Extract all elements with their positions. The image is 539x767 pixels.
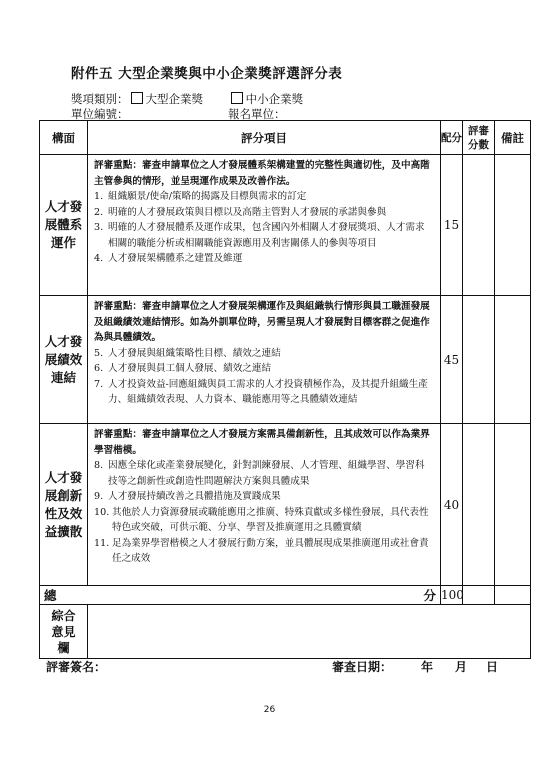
award-category-row [71,91,303,107]
review-focus-2: 評審重點：審查申請單位之人才發展架構運作及與組織執行情形與員工職涯發展及組織績效連結情形。如為外訓單位時，另需呈現人才發展對目標客群之促進作為與具體績效。 [94,301,430,343]
sme-checkbox[interactable] [231,92,243,104]
review-date-label: 審查日期： [332,660,393,674]
total-label-left: 總 [44,588,57,603]
weight-cell-2: 45 [441,296,463,424]
total-note-input[interactable] [495,586,531,605]
total-label [40,586,441,605]
total-score-input[interactable] [463,586,495,605]
section-row-2 [40,296,531,424]
review-focus-3: 評審重點：審查申請單位之人才發展方案需具備創新性，且其成效可以作為業界學習楷模。 [94,429,430,456]
weight-cell-3: 40 [441,424,463,586]
header-items: 評分項目 [88,121,441,155]
note-input-3[interactable] [495,424,531,586]
list-item: 1. 組織願景/使命/策略的揭露及目標與需求的訂定 [94,191,307,202]
note-input-1[interactable] [495,155,531,296]
section-row-1 [40,155,531,296]
large-enterprise-option: 大型企業獎 [145,92,203,106]
list-item: 2. 明確的人才發展政策與目標以及高階主管對人才發展的承諾與參與 [94,206,387,218]
form-title: 附件五 大型企業獎與中小企業獎評選評分表 [71,66,343,82]
comment-input[interactable] [88,605,531,659]
section-content-1 [88,155,441,296]
header-note: 備註 [495,121,531,155]
list-item: 3. 明確的人才發展體系及運作成果，包含國內外相關人才發展獎項、人才需求相關的職能分析或相關職能資源應用及利害關係人的參與等項目 [94,222,425,249]
header-dimension: 構面 [40,121,88,155]
date-day: 日 [486,660,499,674]
award-category-label: 獎項類別： [71,92,129,106]
score-input-1[interactable] [463,155,495,296]
review-focus-1: 評審重點：審查申請單位之人才發展體系架構建置的完整性與適切性，及中高階主管參與的情形，並呈現運作成果及改善作法。 [94,160,430,187]
comment-label: 綜合意見欄 [40,605,88,659]
header-score: 評審分數 [463,121,495,155]
score-input-3[interactable] [463,424,495,586]
large-enterprise-checkbox[interactable] [131,92,143,104]
score-input-2[interactable] [463,296,495,424]
total-weight: 100 [441,586,463,605]
signature-label: 評審簽名： [46,660,107,674]
applicant-unit-label: 報名單位： [228,107,286,121]
list-item: 10. 其他於人力資源發展或職能應用之推廣、特殊貢獻或多樣性發展，具代表性特色或突破，可供示範、分享、學習及推廣運用之具體實績 [94,506,429,533]
section-row-3 [40,424,531,586]
list-item: 4. 人才發展架構體系之建置及維運 [94,253,243,264]
page-number: 26 [263,705,276,715]
list-item: 5. 人才發展與組織策略性目標、績效之連結 [94,347,281,359]
total-row [40,586,531,605]
weight-cell-1: 15 [441,155,463,296]
section-name-2: 人才發展績效連結 [40,296,88,424]
unit-id-label: 單位編號： [71,107,129,121]
evaluation-table [39,120,531,659]
list-item: 11. 足為業界學習楷模之人才發展行動方案，並具體展現成果推廣運用或社會責任之成效 [94,537,429,564]
note-input-2[interactable] [495,296,531,424]
list-item: 7. 人才投資效益-回應組織與員工需求的人才投資積極作為，及其提升組織生產力、組織績效表現、人力資本、職能應用等之具體績效連結 [94,378,428,405]
total-label-right: 分 [423,588,436,603]
sme-option: 中小企業獎 [245,92,304,106]
comment-row [40,605,531,659]
section-name-3: 人才發展創新性及效益擴散 [40,424,88,586]
date-year: 年 [421,660,434,674]
list-item: 6. 人才發展與員工個人發展、績效之連結 [94,363,272,374]
list-item: 9. 人才發展持續改善之具體措施及實踐成果 [94,491,281,502]
section-content-3 [88,424,441,586]
date-month: 月 [455,660,468,674]
list-item: 8. 因應全球化或產業發展變化，針對訓練發展、人才管理、組織學習、學習科技等之創新性或創造性問題解決方案與具體成果 [94,460,425,487]
section-content-2 [88,296,441,424]
section-name-1: 人才發展體系運作 [40,155,88,296]
table-header-row [40,121,531,155]
header-weight: 配分 [441,121,463,155]
